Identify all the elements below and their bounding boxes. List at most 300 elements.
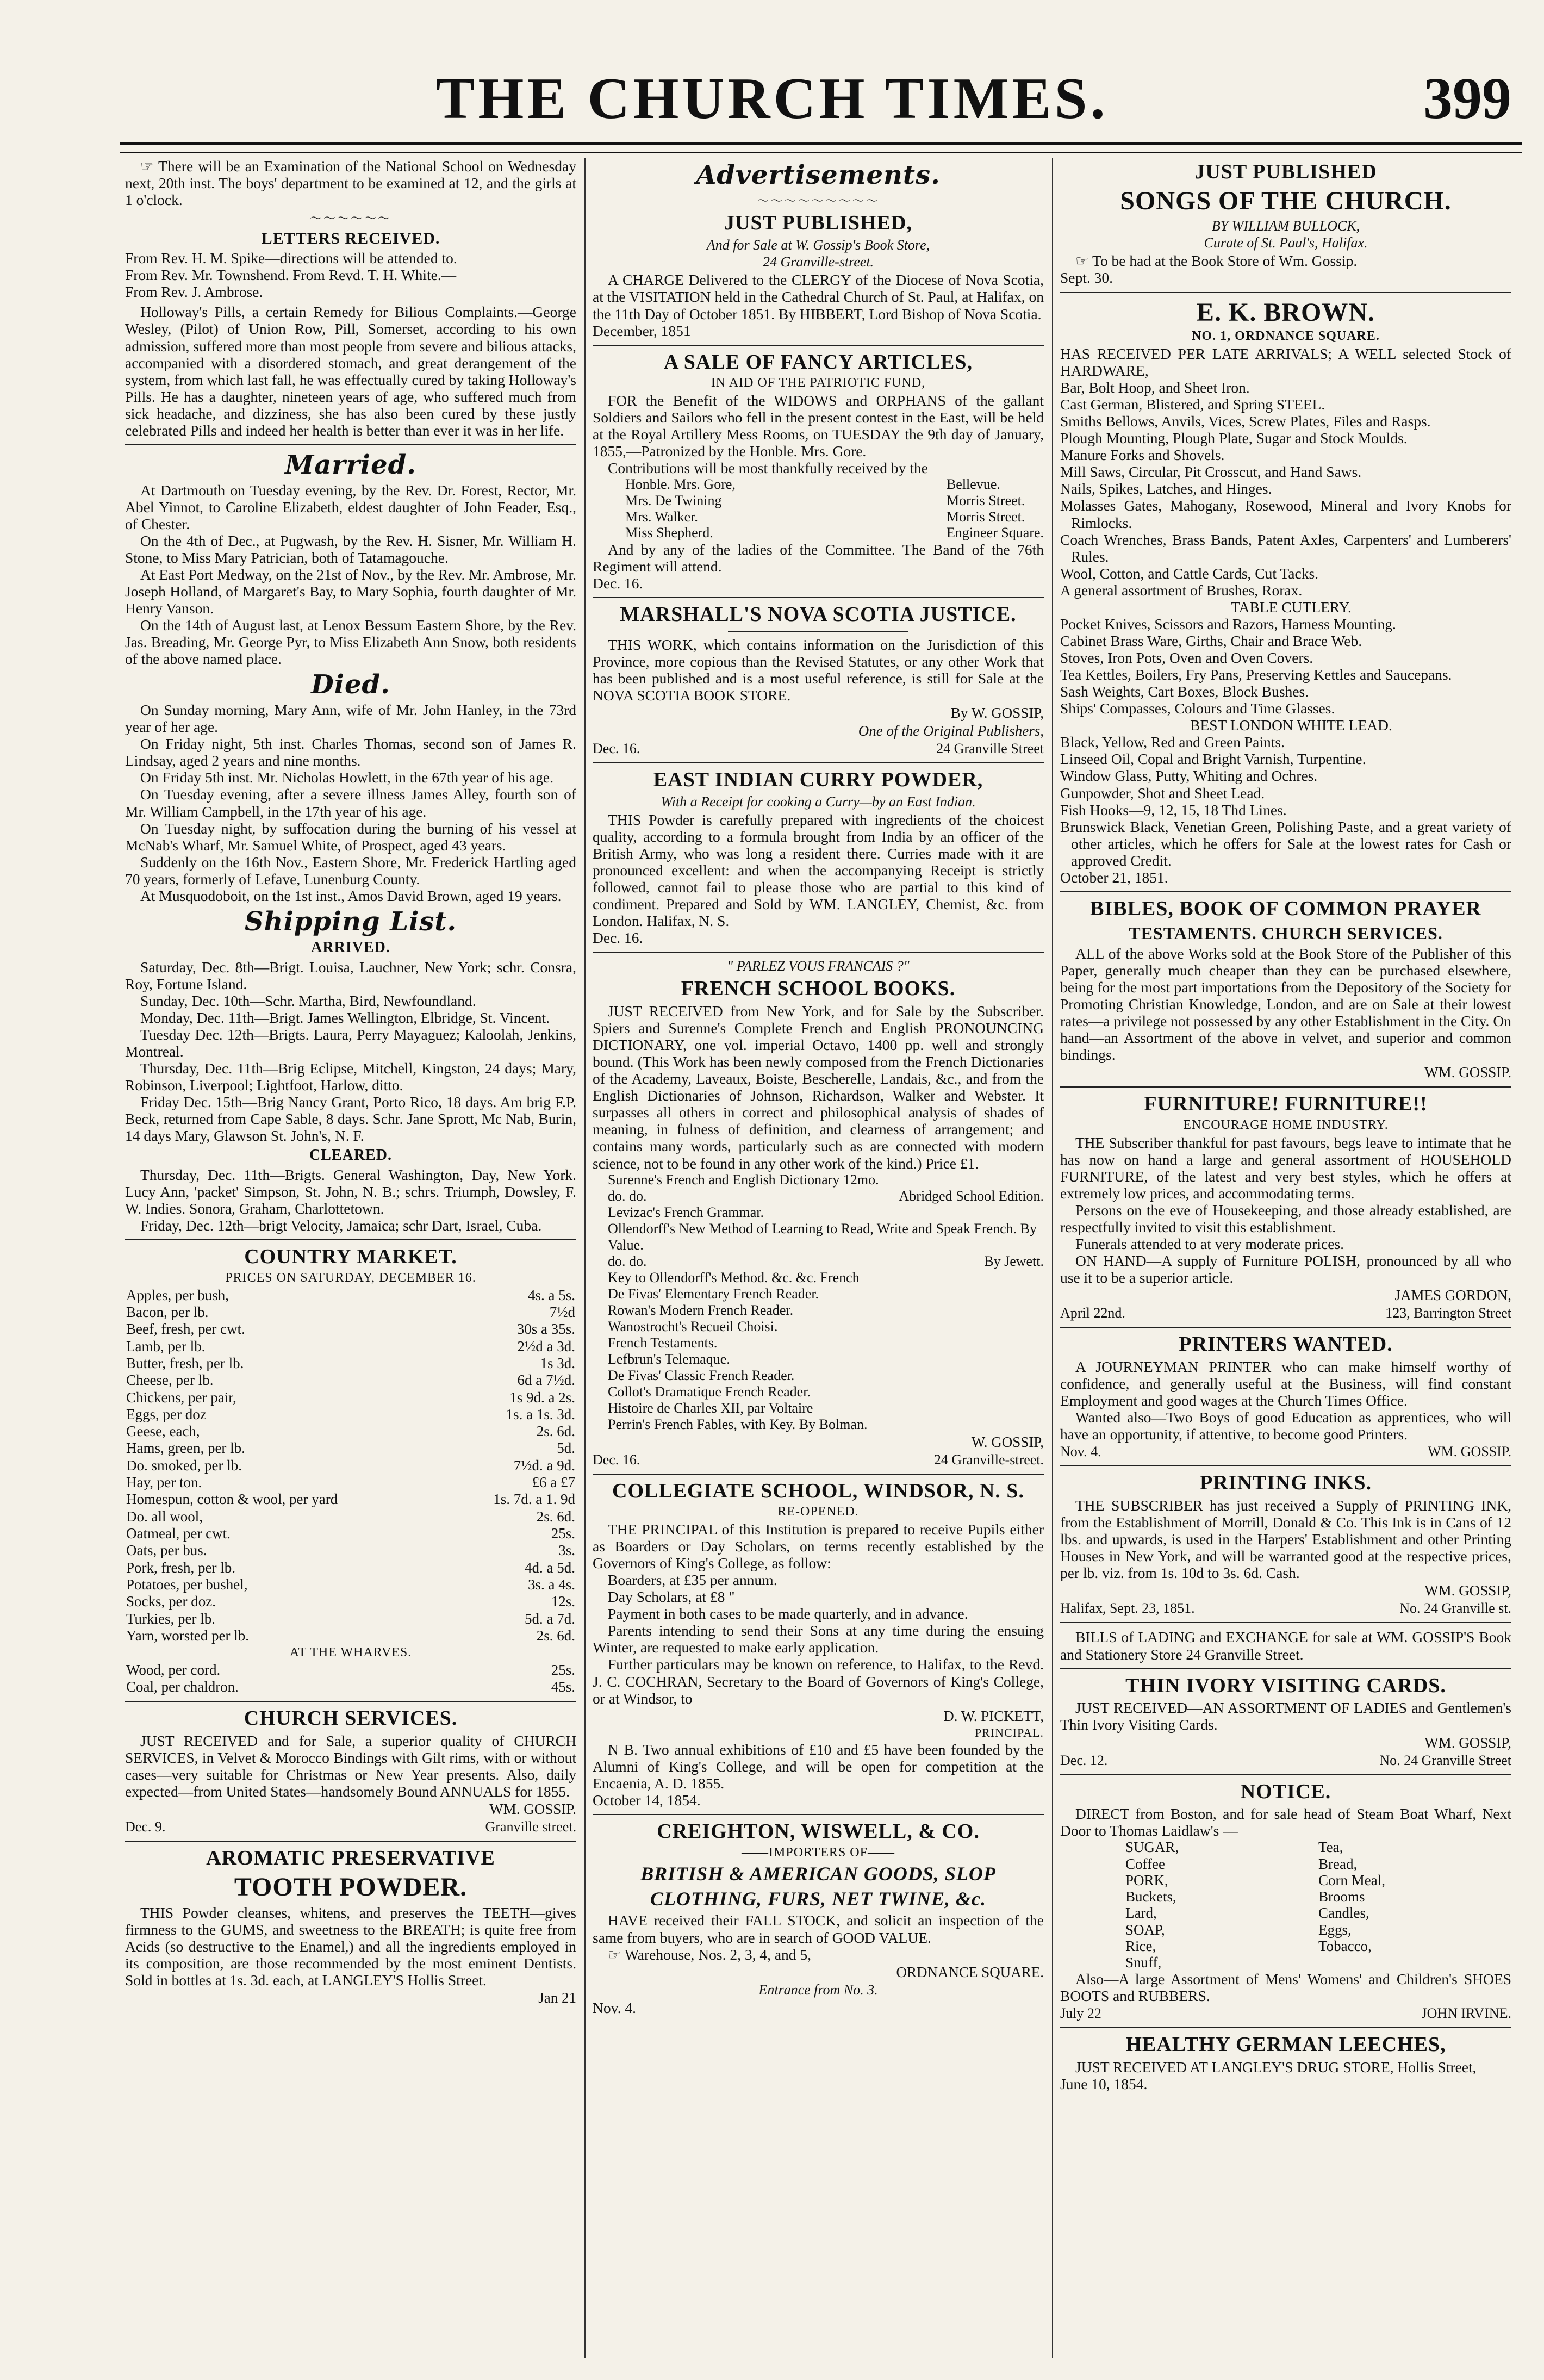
died-entry: At Musquodoboit, on the 1st inst., Amos David Brown, aged 19 years.: [140, 887, 562, 904]
hardware-item: Bar, Bolt Hoop, and Sheet Iron.: [1060, 379, 1250, 396]
item-name: Do. smoked, per lb.: [126, 1457, 242, 1474]
price-row: [125, 1423, 576, 1440]
item-price: 1s. a 1s. 3d.: [506, 1406, 575, 1422]
date-address-row: [1060, 1753, 1511, 1769]
arrived-entry: Monday, Dec. 11th—Brigt. James Wellington, Elbridge, St. Vincent.: [140, 1009, 550, 1026]
songs-author: BY WILLIAM BULLOCK,: [1211, 218, 1360, 234]
price-row: [125, 1627, 576, 1644]
creighton-line-2: CLOTHING, FURS, NET TWINE, &c.: [650, 1887, 987, 1910]
goods-item: SOAP,: [1125, 1921, 1165, 1938]
wharves-price-table: [125, 1662, 576, 1696]
book-edition: By Jewett.: [984, 1253, 1044, 1269]
column-divider: [584, 158, 586, 2358]
signature: WM. GOSSIP,: [1424, 1582, 1511, 1599]
item-price: 4s. a 5s.: [528, 1287, 575, 1303]
hardware-item: Black, Yellow, Red and Green Paints.: [1060, 734, 1285, 751]
fancy-sale-subheading: IN AID OF THE PATRIOTIC FUND,: [711, 376, 926, 390]
college-body-2: Parents intending to send their Sons at any time during the ensuing Winter, are requested to make early application.: [593, 1622, 1044, 1656]
college-term: Boarders, at £35 per annum.: [608, 1571, 777, 1589]
furniture-body: THE Subscriber thankful for past favours, begs leave to intimate that he has now on hand a large and general assortment of HOUSEHOLD FURNITURE, of the latest and very best styles, which he offers at extremely low prices, and accommodating terms.: [1060, 1134, 1511, 1202]
hardware-item: Tea Kettles, Boilers, Fry Pans, Preserving Kettles and Saucepans.: [1060, 666, 1452, 683]
charge-subheading: And for Sale at W. Gossip's Book Store,: [706, 237, 930, 253]
ad-date: December, 1851: [593, 322, 691, 339]
died-entry: On Tuesday evening, after a severe illness James Alley, fourth son of Mr. William Campbell, in the 17th year of his age.: [125, 786, 576, 820]
price-row: [125, 1457, 576, 1474]
goods-item: Eggs,: [1318, 1921, 1352, 1938]
ad-date: Dec. 16.: [593, 929, 643, 947]
item-name: Geese, each,: [126, 1423, 200, 1440]
signature: W. GOSSIP,: [971, 1433, 1044, 1450]
item-name: Homespun, cotton & wool, per yard: [126, 1491, 338, 1508]
item-price: 3s.: [558, 1542, 575, 1559]
book-item: [593, 1188, 1044, 1204]
arrived-entry: Friday Dec. 15th—Brig Nancy Grant, Porto Rico, 18 days. Am brig F.P. Beck, returned from Cape Sable, 8 days. Schr. Jane Sprott, Mc Nab, Burin, 14 days Mary, Glawson St. John's, N. F.: [125, 1093, 576, 1145]
goods-item: Lard,: [1125, 1905, 1157, 1922]
signature: JOHN IRVINE.: [1421, 2005, 1511, 2022]
fancy-sale-tail: And by any of the ladies of the Committee. The Band of the 76th Regiment will attend.: [593, 540, 1044, 575]
church-services-heading: CHURCH SERVICES.: [244, 1707, 458, 1730]
price-row: [125, 1440, 576, 1457]
divider: [1060, 891, 1511, 892]
bibles-heading: BIBLES, BOOK OF COMMON PRAYER: [1090, 897, 1481, 920]
book-title: Key to Ollendorff's Method. &c. &c. French: [608, 1269, 860, 1285]
book-title: Rowan's Modern French Reader.: [608, 1302, 794, 1318]
item-price: 12s.: [551, 1593, 575, 1610]
ad-date: Halifax, Sept. 23, 1851.: [1060, 1600, 1195, 1617]
divider: [125, 1841, 576, 1842]
died-entry: On Friday 5th inst. Mr. Nicholas Howlett, in the 67th year of his age.: [140, 769, 553, 786]
divider: [1060, 1086, 1511, 1088]
married-entry: At Dartmouth on Tuesday evening, by the Rev. Dr. Forest, Rector, Mr. Abel Yinnot, to Caroline Elizabeth, eldest daughter of John Feader, Esq., of Chester.: [125, 481, 576, 532]
item-name: Beef, fresh, per cwt.: [126, 1321, 245, 1338]
fancy-sale-contributions: Contributions will be most thankfully received by the: [608, 459, 928, 477]
signature: JAMES GORDON,: [1394, 1287, 1511, 1304]
songs-author-title: Curate of St. Paul's, Halifax.: [1204, 235, 1368, 251]
book-title: do. do.: [608, 1253, 647, 1269]
church-services-body: JUST RECEIVED and for Sale, a superior quality of CHURCH SERVICES, in Velvet & Morocco Bindings with Gilt rims, with or without cases—very suitable for Christmas or New Year presents. Also, daily expected—from United States—handsomely Bound ANNUALS for 1855.: [125, 1732, 576, 1800]
hardware-item: A general assortment of Brushes, Rorax.: [1060, 581, 1303, 599]
college-note: N B. Two annual exhibitions of £10 and £5 have been founded by the Alumni of King's College, and will be open for competition at the Encaenia, A. D. 1855.: [593, 1741, 1044, 1792]
committee-name: Miss Shepherd.: [625, 525, 713, 541]
committee-address: Morris Street.: [946, 492, 1025, 508]
price-row: [125, 1287, 576, 1304]
signature-2: One of the Original Publishers,: [858, 723, 1044, 740]
ornament-divider: ～～～～～～～～～: [757, 194, 880, 208]
brown-subheading: NO. 1, ORDNANCE SQUARE.: [1192, 329, 1380, 344]
arrived-entry: Sunday, Dec. 10th—Schr. Martha, Bird, Newfoundland.: [140, 992, 476, 1009]
goods-item: Rice,: [1125, 1937, 1156, 1954]
price-row: [125, 1611, 576, 1627]
goods-item: Candles,: [1318, 1905, 1369, 1922]
hardware-item: Plough Mounting, Plough Plate, Sugar and Stock Moulds.: [1060, 430, 1408, 447]
divider: [728, 631, 908, 632]
furniture-subheading: ENCOURAGE HOME INDUSTRY.: [1183, 1118, 1389, 1133]
notice-goods-list: [1060, 1839, 1511, 1971]
item-price: 2s. 6d.: [536, 1627, 575, 1644]
item-price: 2½d a 3d.: [517, 1338, 575, 1354]
item-price: 4d. a 5d.: [525, 1559, 575, 1576]
item-price: 45s.: [551, 1679, 575, 1695]
divider: [1060, 292, 1511, 293]
ad-date: October 14, 1854.: [593, 1791, 701, 1809]
item-name: Potatoes, per bushel,: [126, 1576, 248, 1593]
goods-item: Coffee: [1125, 1855, 1165, 1872]
date-signature-row: [1060, 1444, 1511, 1460]
item-name: Yarn, worsted per lb.: [126, 1627, 249, 1644]
item-name: Socks, per doz.: [126, 1593, 216, 1610]
newspaper-title: THE CHURCH TIMES.: [435, 66, 1109, 131]
item-price: 7½d. a 9d.: [513, 1457, 575, 1474]
hardware-item: Nails, Spikes, Latches, and Hinges.: [1060, 480, 1272, 498]
hardware-list: [1060, 379, 1511, 869]
hardware-item: Ships' Compasses, Colours and Time Glasses.: [1060, 700, 1335, 717]
price-row: [125, 1542, 576, 1559]
item-price: 3s. a 4s.: [528, 1576, 575, 1593]
creighton-warehouse: ☞ Warehouse, Nos. 2, 3, 4, and 5,: [608, 1946, 812, 1963]
french-body: JUST RECEIVED from New York, and for Sale by the Subscriber. Spiers and Surenne's Complete French and English PRONOUNCING DICTIONARY, one vol. imperial Octavo, 1400 pp. well and strongly bound. (This Work has been newly composed from the French Dictionaries of the Academy, Laveaux, Boiste, Bescherelle, Landais, &c., and from the English Dictionaries of Johnson, Richardson, Walker and Webster. It surpasses all others in correct and philosophical analysis of shades of meaning, in fulness of definition, and clearness of arrangement; and contains many words, particularly such as are connected with modern science, not to be found in any other work of the kind.) Price £1.: [593, 1002, 1044, 1172]
college-subheading: RE-OPENED.: [777, 1505, 859, 1519]
price-row: [125, 1559, 576, 1576]
hardware-item: Brunswick Black, Venetian Green, Polishing Paste, and a great variety of other articles, which he offers for Sale at the lowest rates for Cash or approved Credit.: [1060, 818, 1511, 869]
price-row: [125, 1474, 576, 1491]
ad-address: 123, Barrington Street: [1385, 1305, 1511, 1321]
ivory-body: JUST RECEIVED—AN ASSORTMENT OF LADIES and Gentlemen's Thin Ivory Visiting Cards.: [1060, 1699, 1511, 1733]
market-price-table: [125, 1287, 576, 1645]
divider: [1060, 2027, 1511, 2028]
item-price: 30s a 35s.: [516, 1321, 575, 1338]
goods-item: PORK,: [1125, 1872, 1168, 1888]
divider: [125, 1701, 576, 1702]
leeches-body: JUST RECEIVED AT LANGLEY'S DRUG STORE, Hollis Street,: [1075, 2059, 1477, 2076]
item-name: Cheese, per lb.: [126, 1372, 214, 1389]
creighton-heading: CREIGHTON, WISWELL, & CO.: [657, 1819, 980, 1843]
item-name: Eggs, per doz: [126, 1406, 207, 1422]
hardware-item: Gunpowder, Shot and Sheet Lead.: [1060, 784, 1265, 801]
creighton-entrance: Entrance from No. 3.: [758, 1981, 878, 1998]
ad-date: Dec. 9.: [125, 1819, 166, 1835]
divider: [593, 762, 1044, 763]
price-row: [125, 1679, 576, 1695]
notice-body: DIRECT from Boston, and for sale head of Steam Boat Wharf, Next Door to Thomas Laidlaw's —: [1060, 1805, 1511, 1840]
price-row: [125, 1491, 576, 1508]
married-entry: At East Port Medway, on the 21st of Nov., by the Rev. Mr. Ambrose, Mr. Joseph Holland, of Margaret's Bay, to Mary Sophia, fourth daughter of Mr. Henry Vanson.: [125, 566, 576, 617]
item-name: Do. all wool,: [126, 1508, 203, 1525]
divider: [1060, 1327, 1511, 1328]
furniture-body-3: Funerals attended to at very moderate prices.: [1075, 1235, 1344, 1253]
committee-name: Honble. Mrs. Gore,: [625, 476, 736, 493]
price-row: [125, 1525, 576, 1542]
letter-line: From Rev. Mr. Townshend. From Revd. T. H. White.—: [125, 266, 457, 284]
book-title: Collot's Dramatique French Reader.: [608, 1383, 811, 1400]
goods-item: Brooms: [1318, 1888, 1365, 1905]
price-row: [125, 1576, 576, 1593]
arrived-heading: ARRIVED.: [311, 939, 390, 956]
shipping-heading: Shipping List.: [244, 906, 457, 937]
book-title: do. do.: [608, 1188, 647, 1204]
date-signature-row: [1060, 2005, 1511, 2022]
masthead-rule: [120, 142, 1522, 153]
ad-date: Dec. 12.: [1060, 1752, 1108, 1768]
charge-subheading-2: 24 Granville-street.: [762, 254, 874, 270]
ad-date: Sept. 30.: [1060, 269, 1113, 287]
price-row: [125, 1355, 576, 1372]
examination-notice: ☞ There will be an Examination of the National School on Wednesday next, 20th inst. The boys' department to be examined at 12, and the girls at 1 o'clock.: [125, 158, 576, 209]
signature: By W. GOSSIP,: [950, 705, 1044, 722]
bills-body: BILLS of LADING and EXCHANGE for sale at WM. GOSSIP'S Book and Stationery Store 24 Granville Street.: [1060, 1629, 1511, 1663]
curry-subheading: With a Receipt for cooking a Curry—by an East Indian.: [661, 793, 976, 810]
signature: WM. GOSSIP,: [1424, 1734, 1511, 1751]
book-title: Perrin's French Fables, with Key. By Bolman.: [608, 1416, 868, 1432]
justice-heading: MARSHALL'S NOVA SCOTIA JUSTICE.: [620, 603, 1017, 626]
committee-address: Morris Street.: [946, 508, 1025, 525]
arrived-entry: Saturday, Dec. 8th—Brigt. Louisa, Lauchner, New York; schr. Consra, Roy, Fortune Island.: [125, 958, 576, 992]
signature-title: PRINCIPAL.: [974, 1725, 1044, 1739]
item-price: 25s.: [551, 1525, 575, 1542]
notice-heading: NOTICE.: [1240, 1780, 1331, 1803]
died-entry: Suddenly on the 16th Nov., Eastern Shore, Mr. Frederick Hartling aged 70 years, formerly of Lefave, Lunenburg County.: [125, 853, 576, 887]
item-name: Wood, per cord.: [126, 1661, 221, 1678]
hardware-item: Sash Weights, Cart Boxes, Block Bushes.: [1060, 683, 1309, 700]
college-term: Day Scholars, at £8 ": [608, 1588, 735, 1606]
creighton-body: HAVE received their FALL STOCK, and solicit an inspection of the same from buyers, who are in search of GOOD VALUE.: [593, 1912, 1044, 1946]
item-name: Oatmeal, per cwt.: [126, 1525, 231, 1542]
book-item: [593, 1302, 1044, 1319]
book-title: Histoire de Charles XII, par Voltaire: [608, 1400, 813, 1416]
column-3: [1060, 158, 1511, 2358]
goods-item: SUGAR,: [1125, 1839, 1179, 1856]
item-price: 1s 9d. a 2s.: [509, 1389, 575, 1406]
cleared-heading: CLEARED.: [309, 1147, 392, 1164]
ad-date: October 21, 1851.: [1060, 868, 1168, 886]
book-title: Lefbrun's Telemaque.: [608, 1351, 730, 1367]
hardware-item: Coach Wrenches, Brass Bands, Patent Axles, Carpenters' and Lumberers' Rules.: [1060, 531, 1511, 565]
price-row: [125, 1593, 576, 1610]
tooth-powder-body: THIS Powder cleanses, whitens, and preserves the TEETH—gives firmness to the GUMS, and sweetness to the BREATH; is quite free from Acids (so destructive to the Enamel,) and all the ingredients employed in its composition, are those recommended by the most eminent Dentists. Sold in bottles at 1s. 3d. each, at LANGLEY'S Hollis Street.: [125, 1904, 576, 1989]
committee-name: Mrs. Walker.: [625, 508, 698, 525]
item-price: £6 a £7: [532, 1474, 575, 1491]
goods-item: Snuff,: [1125, 1954, 1162, 1971]
goods-item: [1318, 1954, 1511, 1971]
bibles-heading-2: TESTAMENTS. CHURCH SERVICES.: [1129, 923, 1443, 943]
date-address-row: [593, 741, 1044, 757]
price-row: [125, 1372, 576, 1389]
item-name: Hams, green, per lb.: [126, 1440, 245, 1457]
committee-name: Mrs. De Twining: [625, 492, 722, 508]
charge-heading: JUST PUBLISHED,: [724, 211, 912, 234]
book-item: [593, 1368, 1044, 1384]
ad-address: 24 Granville Street: [936, 741, 1044, 757]
curry-heading: EAST INDIAN CURRY POWDER,: [653, 768, 983, 792]
book-item: [593, 1286, 1044, 1302]
furniture-body-2: Persons on the eve of Housekeeping, and those already established, are respectfully invited to visit this establishment.: [1060, 1201, 1511, 1236]
committee-address: Engineer Square.: [946, 525, 1044, 541]
masthead: [0, 49, 1544, 136]
brown-body: HAS RECEIVED PER LATE ARRIVALS; A WELL selected Stock of HARDWARE,: [1060, 345, 1511, 379]
item-price: 7½d: [549, 1303, 575, 1320]
cleared-entry: Thursday, Dec. 11th—Brigts. General Washington, Day, New York. Lucy Ann, 'packet' Simpson, St. John, N. B.; schrs. Triumph, Dowsley, F. W. Indies. Sonora, Graham, Charlottetown.: [125, 1166, 576, 1217]
ad-date: Nov. 4.: [1060, 1444, 1101, 1460]
arrived-entry: Thursday, Dec. 11th—Brig Eclipse, Mitchell, Kingston, 24 days; Mary, Robinson, Liverpool; Lightfoot, Harlow, ditto.: [125, 1059, 576, 1093]
fancy-sale-body: FOR the Benefit of the WIDOWS and ORPHANS of the gallant Soldiers and Sailors who fell in the present contest in the East, will be held at the Royal Artillery Mess Rooms, on TUESDAY the 9th day of January, 1855,—Patronized by the Honble. Mrs. Gore.: [593, 392, 1044, 460]
hardware-item: Cast German, Blistered, and Spring STEEL.: [1060, 396, 1325, 413]
item-name: Hay, per ton.: [126, 1474, 202, 1491]
printers-heading: PRINTERS WANTED.: [1179, 1333, 1393, 1356]
book-item: [593, 1319, 1044, 1335]
divider: [593, 952, 1044, 953]
divider: [1060, 1465, 1511, 1466]
column-2: [593, 158, 1044, 2358]
divider: [125, 444, 576, 445]
book-title: Levizac's French Grammar.: [608, 1204, 764, 1220]
item-name: Pork, fresh, per lb.: [126, 1559, 235, 1576]
price-row: [125, 1406, 576, 1423]
charge-body: A CHARGE Delivered to the CLERGY of the Diocese of Nova Scotia, at the VISITATION held in the Cathedral Church of St. Paul, at Halifax, on the 11th Day of October 1851. By HIBBERT, Lord Bishop of Nova Scotia.: [593, 271, 1044, 322]
married-entry: On the 4th of Dec., at Pugwash, by the Rev. H. Sisner, Mr. William H. Stone, to Miss Mary Patrician, both of Tatamagouche.: [125, 532, 576, 566]
divider: [1060, 1622, 1511, 1623]
tooth-powder-heading: AROMATIC PRESERVATIVE: [206, 1847, 495, 1870]
letter-line: From Rev. J. Ambrose.: [125, 283, 263, 301]
hardware-item: Manure Forks and Shovels.: [1060, 446, 1225, 464]
leeches-heading: HEALTHY GERMAN LEECHES,: [1125, 2033, 1446, 2056]
price-row: [125, 1389, 576, 1406]
hardware-item: Fish Hooks—9, 12, 15, 18 Thd Lines.: [1060, 801, 1287, 818]
book-item: [593, 1172, 1044, 1188]
ad-date: Dec. 16.: [593, 574, 643, 592]
item-name: Bacon, per lb.: [126, 1303, 209, 1320]
college-term: Payment in both cases to be made quarterly, and in advance.: [608, 1605, 968, 1623]
notice-body-2: Also—A large Assortment of Mens' Womens' and Children's SHOES BOOTS and RUBBERS.: [1060, 1971, 1511, 2005]
book-title: Ollendorff's New Method of Learning to Read, Write and Speak French. By Value.: [608, 1220, 1037, 1253]
item-price: 5d. a 7d.: [525, 1610, 575, 1627]
book-item: [593, 1253, 1044, 1270]
printers-body-2: Wanted also—Two Boys of good Education as apprentices, who will have an opportunity, if attentive, to become good Printers.: [1060, 1409, 1511, 1443]
ad-address: Granville street.: [485, 1819, 576, 1835]
divider: [1060, 1668, 1511, 1669]
book-item: [593, 1221, 1044, 1253]
divider: [593, 345, 1044, 346]
ad-date: Dec. 16.: [593, 741, 640, 757]
item-name: Turkies, per lb.: [126, 1610, 216, 1627]
price-row: [125, 1338, 576, 1355]
book-item: [593, 1351, 1044, 1368]
advertisements-heading: Advertisements.: [696, 160, 941, 190]
signature: WM. GOSSIP.: [1424, 1064, 1511, 1081]
died-heading: Died.: [311, 669, 390, 700]
printers-body: A JOURNEYMAN PRINTER who can make himself worthy of confidence, and generally useful at the Business, will find constant Employment and good wages at the Church Times Office.: [1060, 1358, 1511, 1409]
hardware-item: TABLE CUTLERY.: [1231, 598, 1352, 616]
item-name: Coal, per chaldron.: [126, 1679, 239, 1695]
justice-body: THIS WORK, which contains information on the Jurisdiction of this Province, more copious than the Revised Statutes, or any other Work that has been published and is a most useful reference, is still for Sale at the NOVA SCOTIA BOOK STORE.: [593, 636, 1044, 704]
book-item: [593, 1400, 1044, 1416]
holloway-paragraph: Holloway's Pills, a certain Remedy for Bilious Complaints.—George Wesley, (Pilot) of Union Row, Pill, Somerset, according to his own admission, suffered more than most people from severe and bilious attacks, accompanied with a disordered stomach, and great derangement of the system, from which last fall, he was effectually cured by taking Holloway's Pills. He has a daughter, nineteen years of age, who suffered much from sick headache, and dizziness, she has also been cured by these justly celebrated Pills and indeed her health is better than ever it was in her life.: [125, 303, 576, 439]
book-title: De Fivas' Elementary French Reader.: [608, 1285, 819, 1302]
bibles-body: ALL of the above Works sold at the Book Store of the Publisher of this Paper, generally much cheaper than they can be purchased elsewhere, being for the most part importations from the Depository of the Society for Promoting Christian Knowledge, London, and are on Sale at their lowest rates—a privilege not possessed by any other Establishment in the City. On hand—an Assortment of the above in velvet, and superior and common bindings.: [1060, 944, 1511, 1064]
item-name: Apples, per bush,: [126, 1287, 229, 1303]
ad-date: April 22nd.: [1060, 1305, 1125, 1321]
goods-item: Bread,: [1318, 1855, 1358, 1872]
arrived-entry: Tuesday Dec. 12th—Brigts. Laura, Perry Mayaguez; Kaloolah, Jenkins, Montreal.: [125, 1026, 576, 1060]
item-price: 1s 3d.: [540, 1354, 575, 1371]
goods-item: Tea,: [1318, 1839, 1343, 1856]
french-book-list: [593, 1172, 1044, 1433]
price-row: [125, 1321, 576, 1338]
book-title: Surenne's French and English Dictionary 12mo.: [608, 1171, 879, 1188]
column-1: [125, 158, 576, 2358]
signature: D. W. PICKETT,: [943, 1707, 1044, 1724]
book-item: [593, 1384, 1044, 1400]
songs-body: ☞ To be had at the Book Store of Wm. Gossip.: [1075, 252, 1358, 270]
page-number: 399: [1423, 66, 1511, 131]
letter-line: From Rev. H. M. Spike—directions will be attended to.: [125, 250, 457, 267]
cleared-entry: Friday, Dec. 12th—brigt Velocity, Jamaica; schr Dart, Israel, Cuba.: [140, 1217, 542, 1234]
hardware-item: Stoves, Iron Pots, Oven and Oven Covers.: [1060, 649, 1313, 667]
divider: [593, 1474, 1044, 1475]
date-address-row: [1060, 1305, 1511, 1321]
hardware-item: Window Glass, Putty, Whiting and Ochres.: [1060, 767, 1318, 785]
date-address-row: [125, 1819, 576, 1835]
price-row: [125, 1508, 576, 1525]
goods-item: Buckets,: [1125, 1888, 1176, 1905]
signature: WM. GOSSIP.: [489, 1801, 576, 1818]
ad-date: Jan 21: [538, 1990, 576, 2006]
date-address-row: [1060, 1600, 1511, 1617]
item-price: 1s. 7d. a 1. 9d: [493, 1491, 575, 1508]
item-price: 25s.: [551, 1661, 575, 1678]
french-heading: FRENCH SCHOOL BOOKS.: [681, 977, 956, 1001]
furniture-heading: FURNITURE! FURNITURE!!: [1144, 1092, 1428, 1116]
item-price: 6d a 7½d.: [517, 1372, 575, 1389]
goods-item: Corn Meal,: [1318, 1872, 1385, 1888]
college-body-3: Further particulars may be known on reference, to Halifax, to the Revd. J. C. COCHRAN, Secretary to the Board of Governors of King's College, or at Windsor, to: [593, 1656, 1044, 1707]
furniture-body-4: ON HAND—A supply of Furniture POLISH, pronounced by all who use it to be a superior article.: [1060, 1252, 1511, 1287]
item-name: Oats, per bus.: [126, 1542, 207, 1559]
divider: [1060, 1774, 1511, 1775]
hardware-item: BEST LONDON WHITE LEAD.: [1190, 717, 1392, 734]
book-item: [593, 1416, 1044, 1433]
book-item: [593, 1335, 1044, 1351]
item-name: Butter, fresh, per lb.: [126, 1354, 244, 1371]
book-item: [593, 1204, 1044, 1221]
hardware-item: Mill Saws, Circular, Pit Crosscut, and Hand Saws.: [1060, 463, 1362, 481]
songs-heading-1: JUST PUBLISHED: [1194, 160, 1377, 183]
letters-heading: LETTERS RECEIVED.: [261, 229, 440, 248]
book-title: Wanostrocht's Recueil Choisi.: [608, 1318, 778, 1334]
book-item: [593, 1270, 1044, 1286]
column-divider: [1052, 158, 1053, 2358]
divider: [593, 1814, 1044, 1815]
divider: [125, 1239, 576, 1240]
divider: [593, 597, 1044, 598]
ad-address: No. 24 Granville Street: [1379, 1752, 1511, 1768]
signature: WM. GOSSIP.: [1428, 1444, 1511, 1460]
market-heading: COUNTRY MARKET.: [244, 1245, 457, 1269]
ad-address: No. 24 Granville st.: [1399, 1600, 1511, 1617]
committee-list: [593, 476, 1044, 541]
item-name: Lamb, per lb.: [126, 1338, 206, 1354]
book-title: French Testaments.: [608, 1334, 718, 1351]
songs-heading: SONGS OF THE CHURCH.: [1120, 186, 1452, 215]
curry-body: THIS Powder is carefully prepared with ingredients of the choicest quality, according to a formula brought from India by an officer of the British Army, who was long a resident there. Curries made with it are pronounced excellent: and when the accompanying Receipt is strictly followed, cannot fail to please those who are partial to this kind of condiment. Prepared and Sold by WM. LANGLEY, Chemist, &c. from London. Halifax, N. S.: [593, 811, 1044, 930]
fancy-sale-heading: A SALE OF FANCY ARTICLES,: [663, 350, 973, 374]
hardware-item: Smiths Bellows, Anvils, Vices, Screw Plates, Files and Rasps.: [1060, 413, 1431, 430]
inks-heading: PRINTING INKS.: [1200, 1471, 1372, 1495]
ad-date: Nov. 4.: [593, 1999, 636, 2016]
wharves-heading: AT THE WHARVES.: [289, 1645, 412, 1660]
hardware-item: Molasses Gates, Mahogany, Rosewood, Mineral and Ivory Knobs for Rimlocks.: [1060, 497, 1511, 531]
college-body: THE PRINCIPAL of this Institution is prepared to receive Pupils either as Boarders or Day Scholars, on terms recently established by the Governors of King's College, as follow:: [593, 1520, 1044, 1572]
french-quote: " PARLEZ VOUS FRANCAIS ?": [727, 958, 910, 974]
married-heading: Married.: [285, 449, 416, 480]
